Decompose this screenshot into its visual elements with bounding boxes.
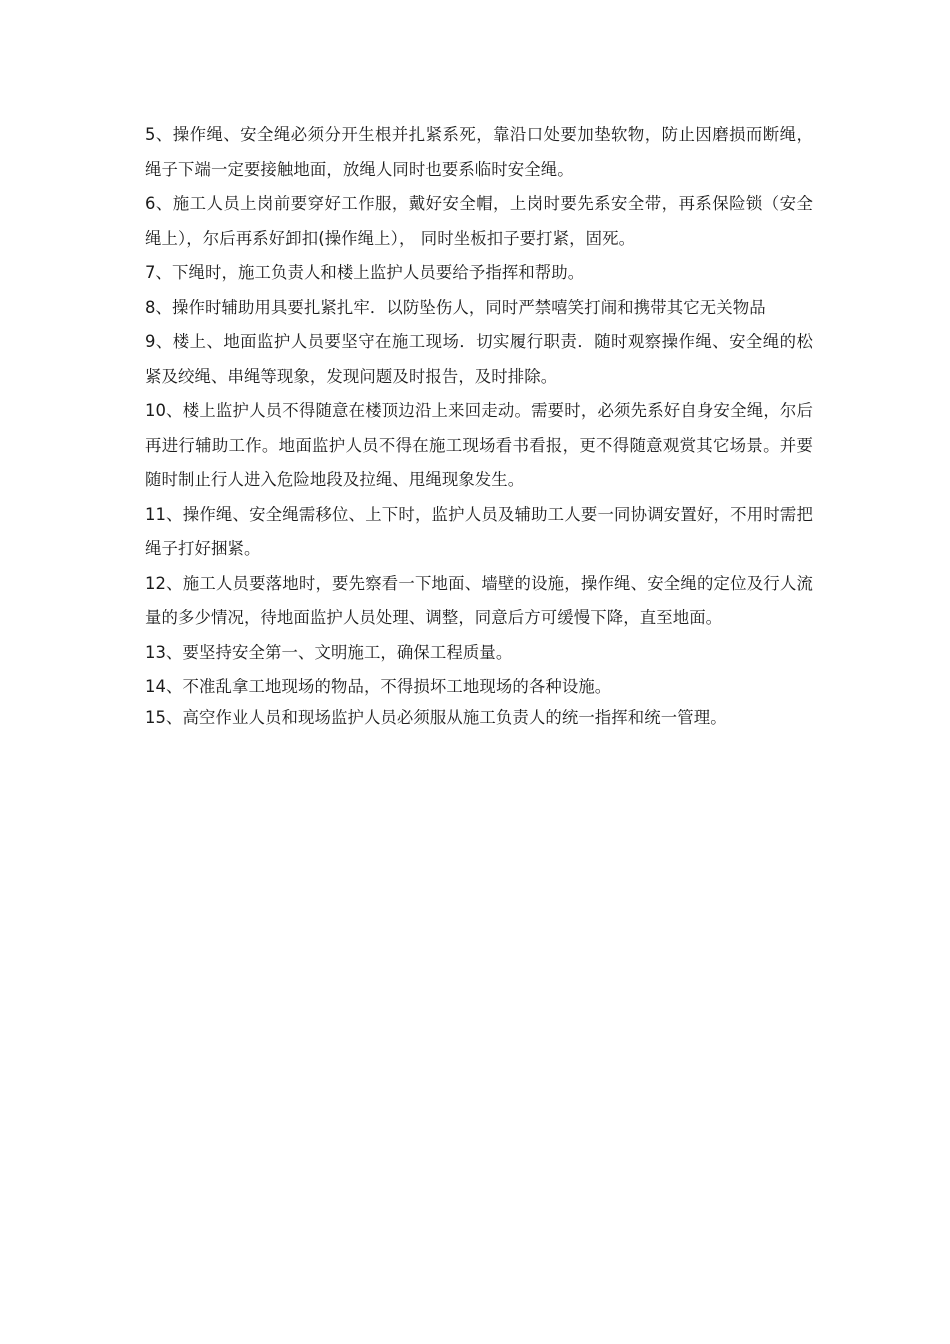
item-12: 12、施工人员要落地时，要先察看一下地面、墙壁的设施，操作绳、安全绳的定位及行人流量的多少情况，待地面监护人员处理、调整，同意后方可缓慢下降，直至地面。 [145, 573, 813, 627]
item-6: 6、施工人员上岗前要穿好工作服，戴好安全帽，上岗时要先系安全带，再系保险锁（安全绳上），尔后再系好卸扣(操作绳上）， 同时坐板扣子要打紧，固死。 [145, 194, 813, 248]
item-10: 10、楼上监护人员不得随意在楼顶边沿上来回走动。需要时，必须先系好自身安全绳，尔后再进行辅助工作。地面监护人员不得在施工现场看书看报，更不得随意观赏其它场景。并要随时制止行人进入危险地段及拉绳、甩绳现象发生。 [145, 401, 813, 489]
item-7: 7、下绳时，施工负责人和楼上监护人员要给予指挥和帮助。 [145, 263, 585, 282]
item-13: 13、要坚持安全第一、文明施工，确保工程质量。 [145, 642, 513, 662]
item-11: 11、操作绳、安全绳需移位、上下时，监护人员及辅助工人要一同协调安置好，不用时需把绳子打好捆紧。 [145, 504, 813, 558]
document-body [145, 118, 813, 731]
item-15: 15、高空作业人员和现场监护人员必须服从施工负责人的统一指挥和统一管理。 [145, 707, 727, 727]
item-9: 9、楼上、地面监护人员要坚守在施工现场．切实履行职责．随时观察操作绳、安全绳的松紧及绞绳、串绳等现象，发现问题及时报告，及时排除。 [145, 332, 813, 386]
item-8: 8、操作时辅助用具要扎紧扎牢．以防坠伤人，同时严禁嘻笑打闹和携带其它无关物品 [145, 297, 766, 317]
item-5: 5、操作绳、安全绳必须分开生根并扎紧系死，靠沿口处要加垫软物，防止因磨损而断绳，绳子下端一定要接触地面，放绳人同时也要系临时安全绳。 [145, 125, 813, 179]
item-14: 14、不准乱拿工地现场的物品，不得损坏工地现场的各种设施。 [145, 677, 612, 696]
